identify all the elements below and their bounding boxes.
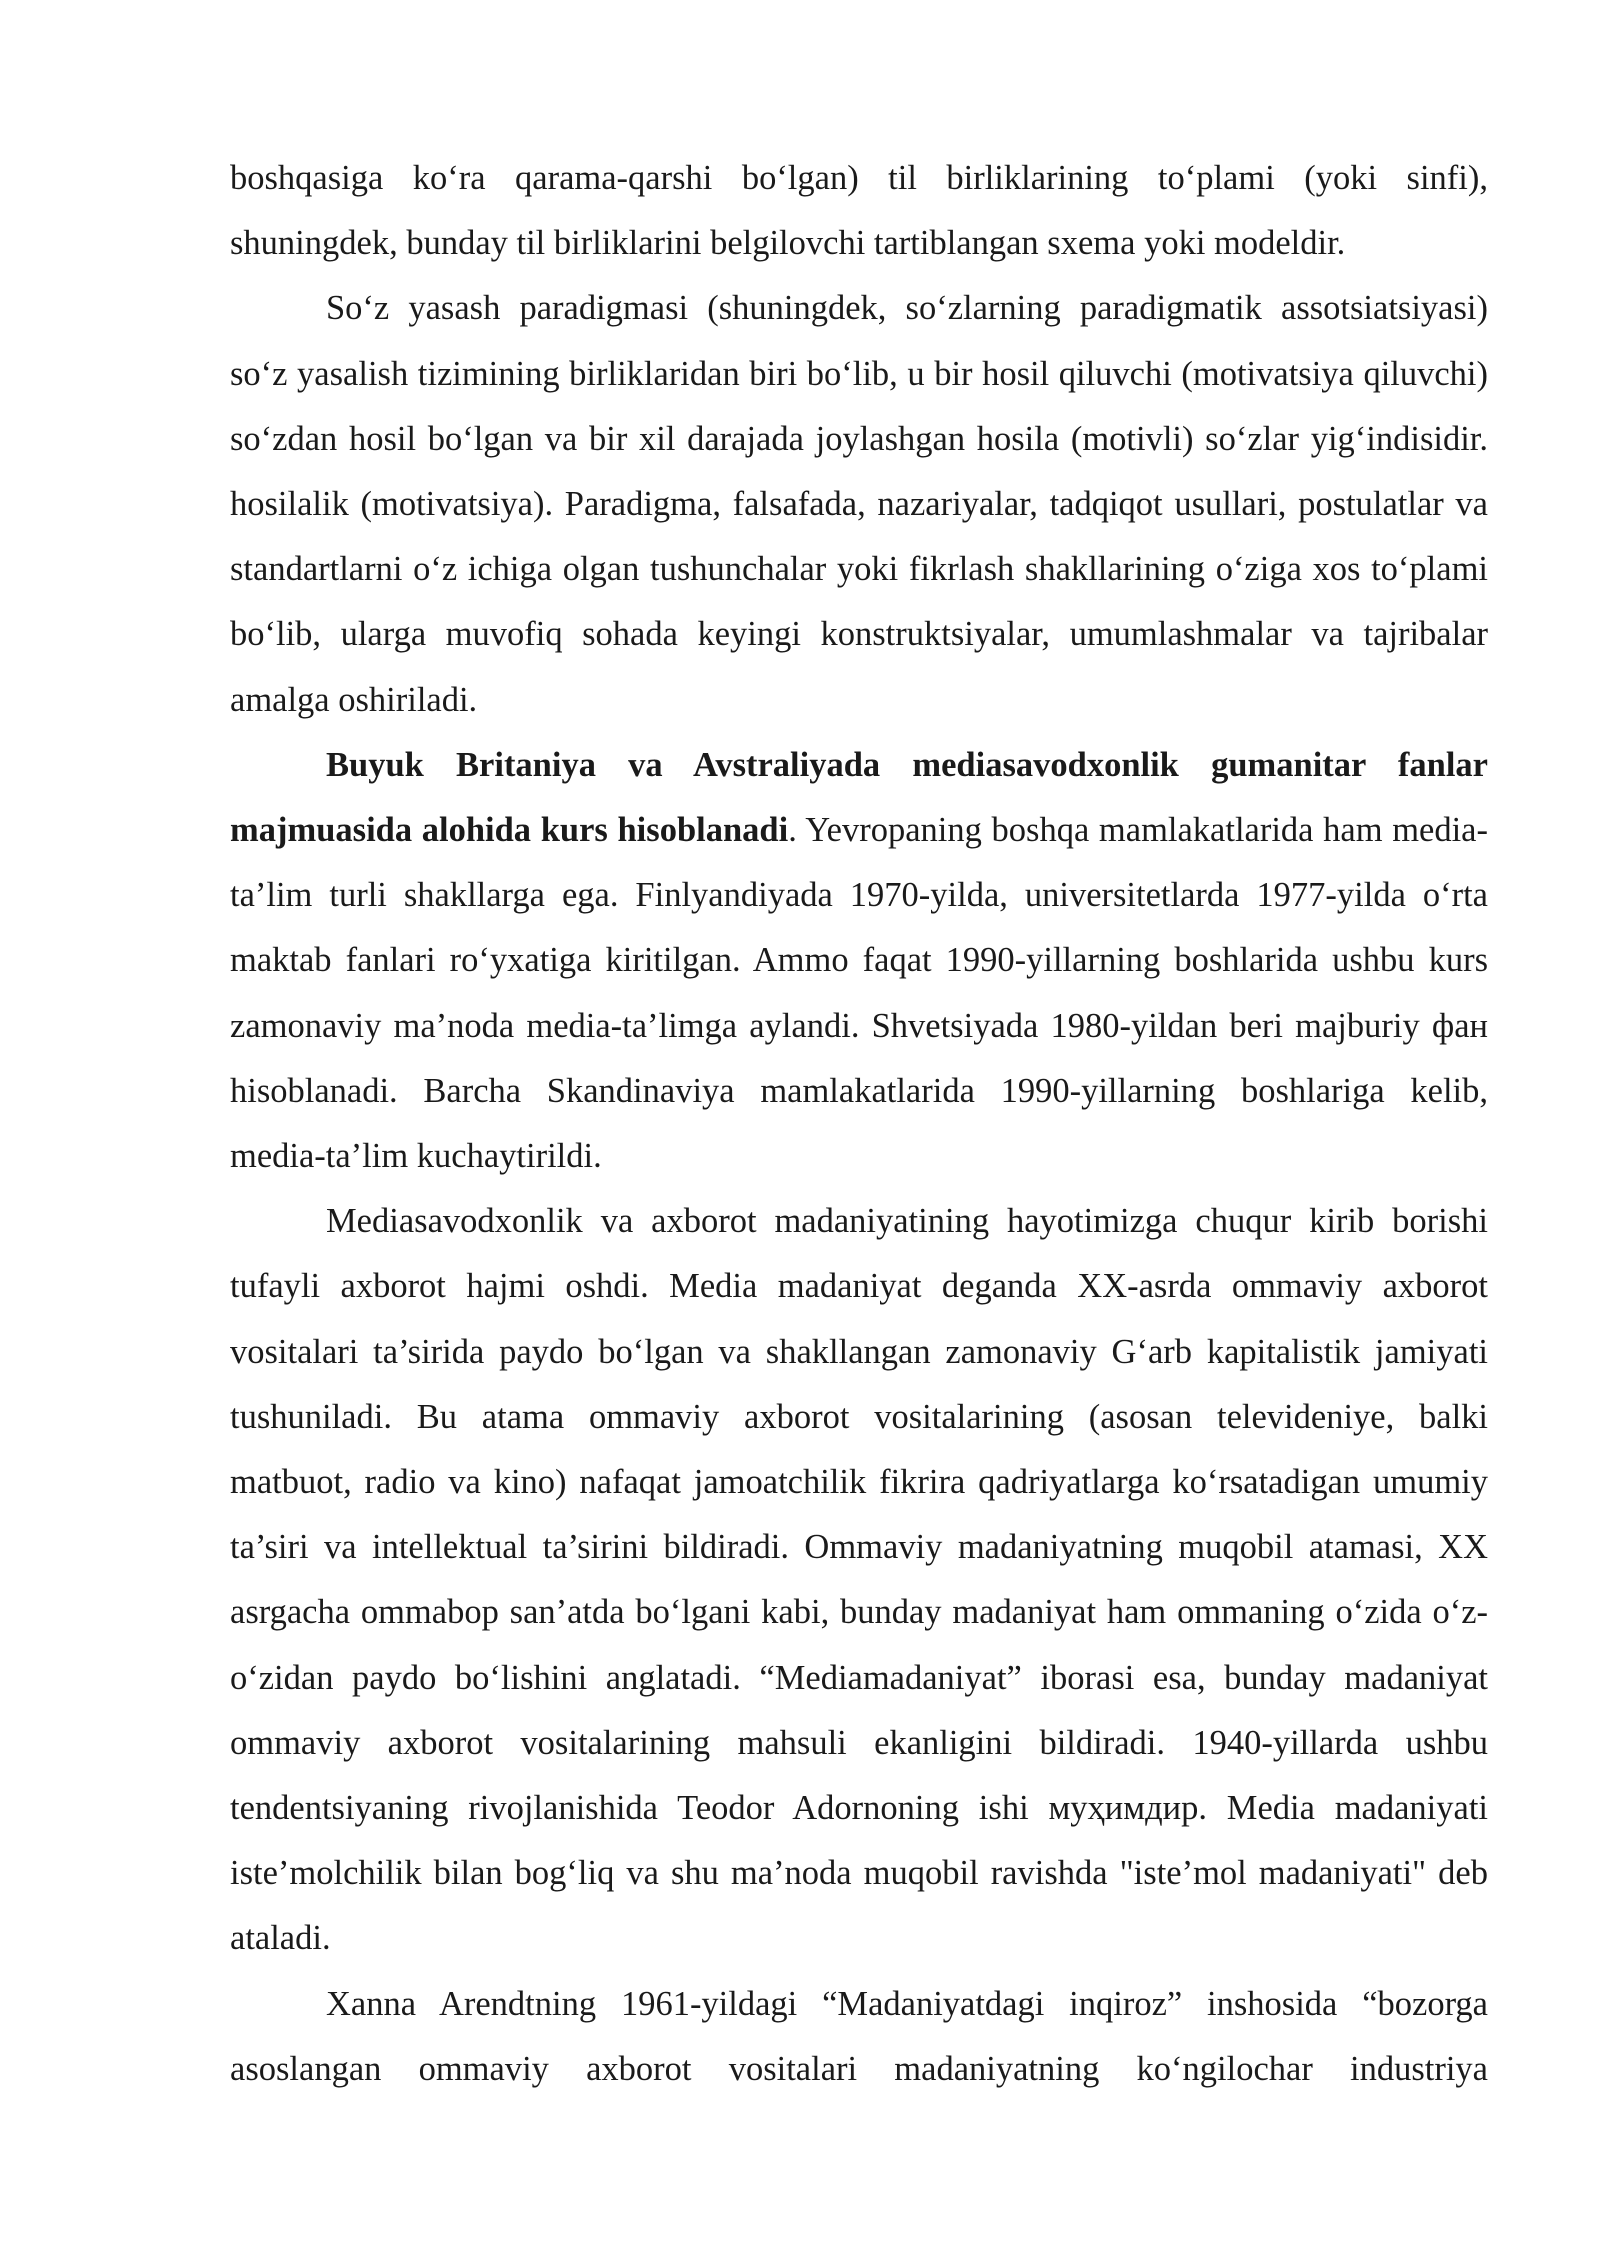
paragraph-5: [230, 1972, 1488, 2102]
paragraph-4-text: Mediasavodxonlik va axborot madaniyatining hayotimizga chuqur kirib borishi tufayli axborot hajmi oshdi. Media madaniyat deganda XX-asrda ommaviy axborot vositalari ta’sirida paydo bo‘lgan va shakllangan zamonaviy G‘arb kapitalistik jamiyati tushuniladi. Bu atama ommaviy axborot vositalarining (asosan televideniye, balki matbuot, radio va kino) nafaqat jamoatchilik fikrira qadriyatlarga ko‘rsatadigan umumiy ta’siri va intellektual ta’sirini bildiradi. Ommaviy madaniyatning muqobil atamasi, XX asrgacha ommabop san’atda bo‘lgani kabi, bunday madaniyat ham ommaning o‘zida o‘z-o‘zidan paydo bo‘lishini anglatadi. “Mediamadaniyat” iborasi esa, bunday madaniyat ommaviy axborot vositalarining mahsuli ekanligini bildiradi. 1940-yillarda ushbu tendentsiyaning rivojlanishida Teodor Adornoning ishi муҳимдир. Media madaniyati iste’molchilik bilan bog‘liq va shu ma’noda muqobil ravishda "iste’mol madaniyati" deb ataladi.: [230, 1202, 1488, 1958]
document-body: [230, 146, 1488, 2102]
paragraph-1: [230, 146, 1488, 276]
paragraph-4: [230, 1189, 1488, 1971]
paragraph-3: [230, 733, 1488, 1189]
paragraph-3-bold-heading: Buyuk Britaniya va Avstraliyada mediasavodxonlik gumanitar fanlar majmuasida alohida kurs hisoblanadi: [230, 745, 1488, 850]
paragraph-2-text: So‘z yasash paradigmasi (shuningdek, so‘zlarning paradigmatik assotsiatsiyasi) so‘z yasalish tizimining birliklaridan biri bo‘lib, u bir hosil qiluvchi (motivatsiya qiluvchi) so‘zdan hosil bo‘lgan va bir xil darajada joylashgan hosila (motivli) so‘zlar yig‘indisidir. hosilalik (motivatsiya). Paradigma, falsafada, nazariyalar, tadqiqot usullari, postulatlar va standartlarni o‘z ichiga olgan tushunchalar yoki fikrlash shakllarining o‘ziga xos to‘plami bo‘lib, ularga muvofiq sohada keyingi konstruktsiyalar, umumlashmalar va tajribalar amalga oshiriladi.: [230, 289, 1488, 719]
paragraph-1-text: boshqasiga ko‘ra qarama-qarshi bo‘lgan) til birliklarining to‘plami (yoki sinfi), shuningdek, bunday til birliklarini belgilovchi tartiblangan sxema yoki modeldir.: [230, 159, 1488, 263]
paragraph-5-text: Xanna Arendtning 1961-yildagi “Madaniyatdagi inqiroz” inshosida “bozorga asoslangan ommaviy axborot vositalari madaniyatning ko‘ngilochar industriya: [230, 1984, 1488, 2088]
paragraph-3-text: . Yevropaning boshqa mamlakatlarida ham media-ta’lim turli shakllarga ega. Finlyandiyada 1970-yilda, universitetlarda 1977-yilda o‘rta maktab fanlari ro‘yxatiga kiritilgan. Ammo faqat 1990-yillarning boshlarida ushbu kurs zamonaviy ma’noda media-ta’limga aylandi. Shvetsiyada 1980-yildan beri majburiy фан hisoblanadi. Barcha Skandinaviya mamlakatlarida 1990-yillarning boshlariga kelib, media-ta’lim kuchaytirildi.: [230, 811, 1488, 1176]
paragraph-2: [230, 276, 1488, 732]
